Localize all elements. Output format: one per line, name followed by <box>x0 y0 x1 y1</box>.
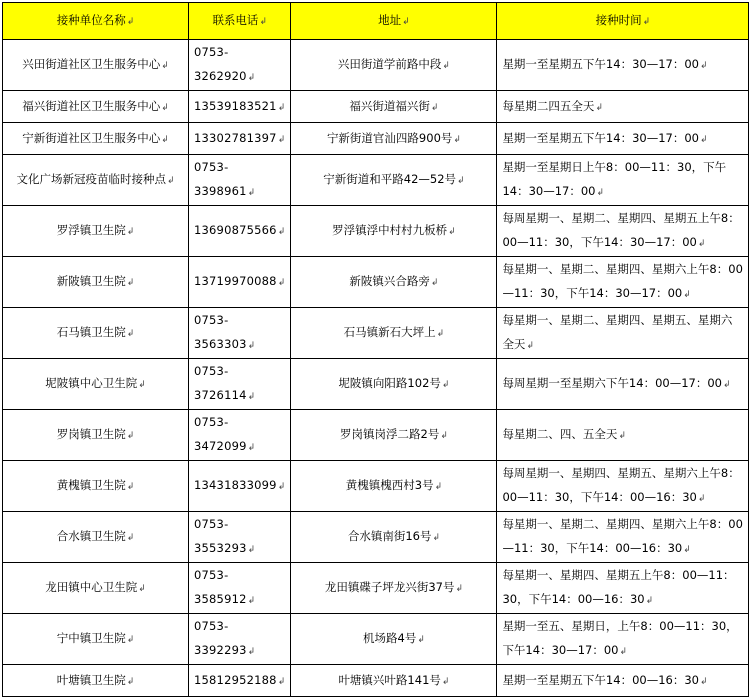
site-name-cell: 合水镇卫生院↲ <box>3 512 189 563</box>
phone-cell: 15812952188↲ <box>189 665 291 697</box>
table-header-row <box>3 3 749 40</box>
address-cell: 龙田镇碟子坪龙兴街37号↲ <box>291 563 497 614</box>
time-cell: 每星期一、星期二、星期四、星期六上午8：00—11：30，下午14：30—17：00↲ <box>497 257 749 308</box>
phone-cell: 0753-3585912↲ <box>189 563 291 614</box>
address-cell: 宁新街道官汕四路900号↲ <box>291 123 497 155</box>
address-cell: 坭陂镇向阳路102号↲ <box>291 359 497 410</box>
site-name-cell: 宁新街道社区卫生服务中心↲ <box>3 123 189 155</box>
phone-cell: 0753-3553293↲ <box>189 512 291 563</box>
site-name-cell: 兴田街道社区卫生服务中心↲ <box>3 40 189 91</box>
time-cell: 每星期二四五全天↲ <box>497 91 749 123</box>
time-cell: 每星期一、星期二、星期四、星期六上午8：00—11：30，下午14：00—16：30↲ <box>497 512 749 563</box>
time-cell: 星期一至星期五下午14：00—16：30↲ <box>497 665 749 697</box>
phone-cell: 13302781397↲ <box>189 123 291 155</box>
header-phone: 联系电话↲ <box>189 3 291 40</box>
time-cell: 星期一至五、星期日，上午8：00—11：30，下午14：30—17：00↲ <box>497 614 749 665</box>
table-row <box>3 512 749 563</box>
header-site-name: 接种单位名称↲ <box>3 3 189 40</box>
address-cell: 罗岗镇岗浮二路2号↲ <box>291 410 497 461</box>
phone-cell: 0753-3726114↲ <box>189 359 291 410</box>
table-row <box>3 123 749 155</box>
header-time: 接种时间↲ <box>497 3 749 40</box>
site-name-cell: 黄槐镇卫生院↲ <box>3 461 189 512</box>
address-cell: 合水镇南街16号↲ <box>291 512 497 563</box>
table-row <box>3 40 749 91</box>
site-name-cell: 罗岗镇卫生院↲ <box>3 410 189 461</box>
phone-cell: 13431833099↲ <box>189 461 291 512</box>
address-cell: 福兴街道福兴街↲ <box>291 91 497 123</box>
address-cell: 石马镇新石大坪上↲ <box>291 308 497 359</box>
phone-cell: 13719970088↲ <box>189 257 291 308</box>
table-row <box>3 614 749 665</box>
time-cell: 每周星期一、星期二、星期四、星期五上午8：00—11：30，下午14：30—17：00↲ <box>497 206 749 257</box>
table-row <box>3 257 749 308</box>
table-row <box>3 563 749 614</box>
address-cell: 机场路4号↲ <box>291 614 497 665</box>
address-cell: 黄槐镇槐西村3号↲ <box>291 461 497 512</box>
table-row <box>3 461 749 512</box>
phone-cell: 0753-3262920↲ <box>189 40 291 91</box>
site-name-cell: 坭陂镇中心卫生院↲ <box>3 359 189 410</box>
time-cell: 星期一至星期五下午14：30—17：00↲ <box>497 40 749 91</box>
site-name-cell: 宁中镇卫生院↲ <box>3 614 189 665</box>
table-row <box>3 91 749 123</box>
time-cell: 每星期一、星期四、星期五上午8：00—11：30，下午14：00—16：30↲ <box>497 563 749 614</box>
phone-cell: 13539183521↲ <box>189 91 291 123</box>
time-cell: 每周星期一至星期六下午14：00—17：00↲ <box>497 359 749 410</box>
address-cell: 新陂镇兴合路旁↲ <box>291 257 497 308</box>
table-row <box>3 359 749 410</box>
site-name-cell: 叶塘镇卫生院↲ <box>3 665 189 697</box>
phone-cell: 0753-3472099↲ <box>189 410 291 461</box>
site-name-cell: 福兴街道社区卫生服务中心↲ <box>3 91 189 123</box>
site-name-cell: 新陂镇卫生院↲ <box>3 257 189 308</box>
site-name-cell: 石马镇卫生院↲ <box>3 308 189 359</box>
table-row <box>3 308 749 359</box>
time-cell: 星期一至星期五下午14：30—17：00↲ <box>497 123 749 155</box>
table-row <box>3 410 749 461</box>
site-name-cell: 罗浮镇卫生院↲ <box>3 206 189 257</box>
phone-cell: 0753-3398961↲ <box>189 155 291 206</box>
address-cell: 罗浮镇浮中村村九板桥↲ <box>291 206 497 257</box>
address-cell: 叶塘镇兴叶路141号↲ <box>291 665 497 697</box>
site-name-cell: 文化广场新冠疫苗临时接种点↲ <box>3 155 189 206</box>
phone-cell: 13690875566↲ <box>189 206 291 257</box>
time-cell: 每星期一、星期二、星期四、星期五、星期六全天↲ <box>497 308 749 359</box>
time-cell: 每周星期一、星期四、星期五、星期六上午8：00—11：30，下午14：00—16：30↲ <box>497 461 749 512</box>
vaccination-sites-table <box>2 2 749 697</box>
address-cell: 宁新街道和平路42—52号↲ <box>291 155 497 206</box>
time-cell: 每星期二、四、五全天↲ <box>497 410 749 461</box>
address-cell: 兴田街道学前路中段↲ <box>291 40 497 91</box>
time-cell: 星期一至星期日上午8：00—11：30，下午14：30—17：00↲ <box>497 155 749 206</box>
phone-cell: 0753-3392293↲ <box>189 614 291 665</box>
header-address: 地址↲ <box>291 3 497 40</box>
site-name-cell: 龙田镇中心卫生院↲ <box>3 563 189 614</box>
table-row <box>3 665 749 697</box>
phone-cell: 0753-3563303↲ <box>189 308 291 359</box>
table-row <box>3 206 749 257</box>
table-row <box>3 155 749 206</box>
